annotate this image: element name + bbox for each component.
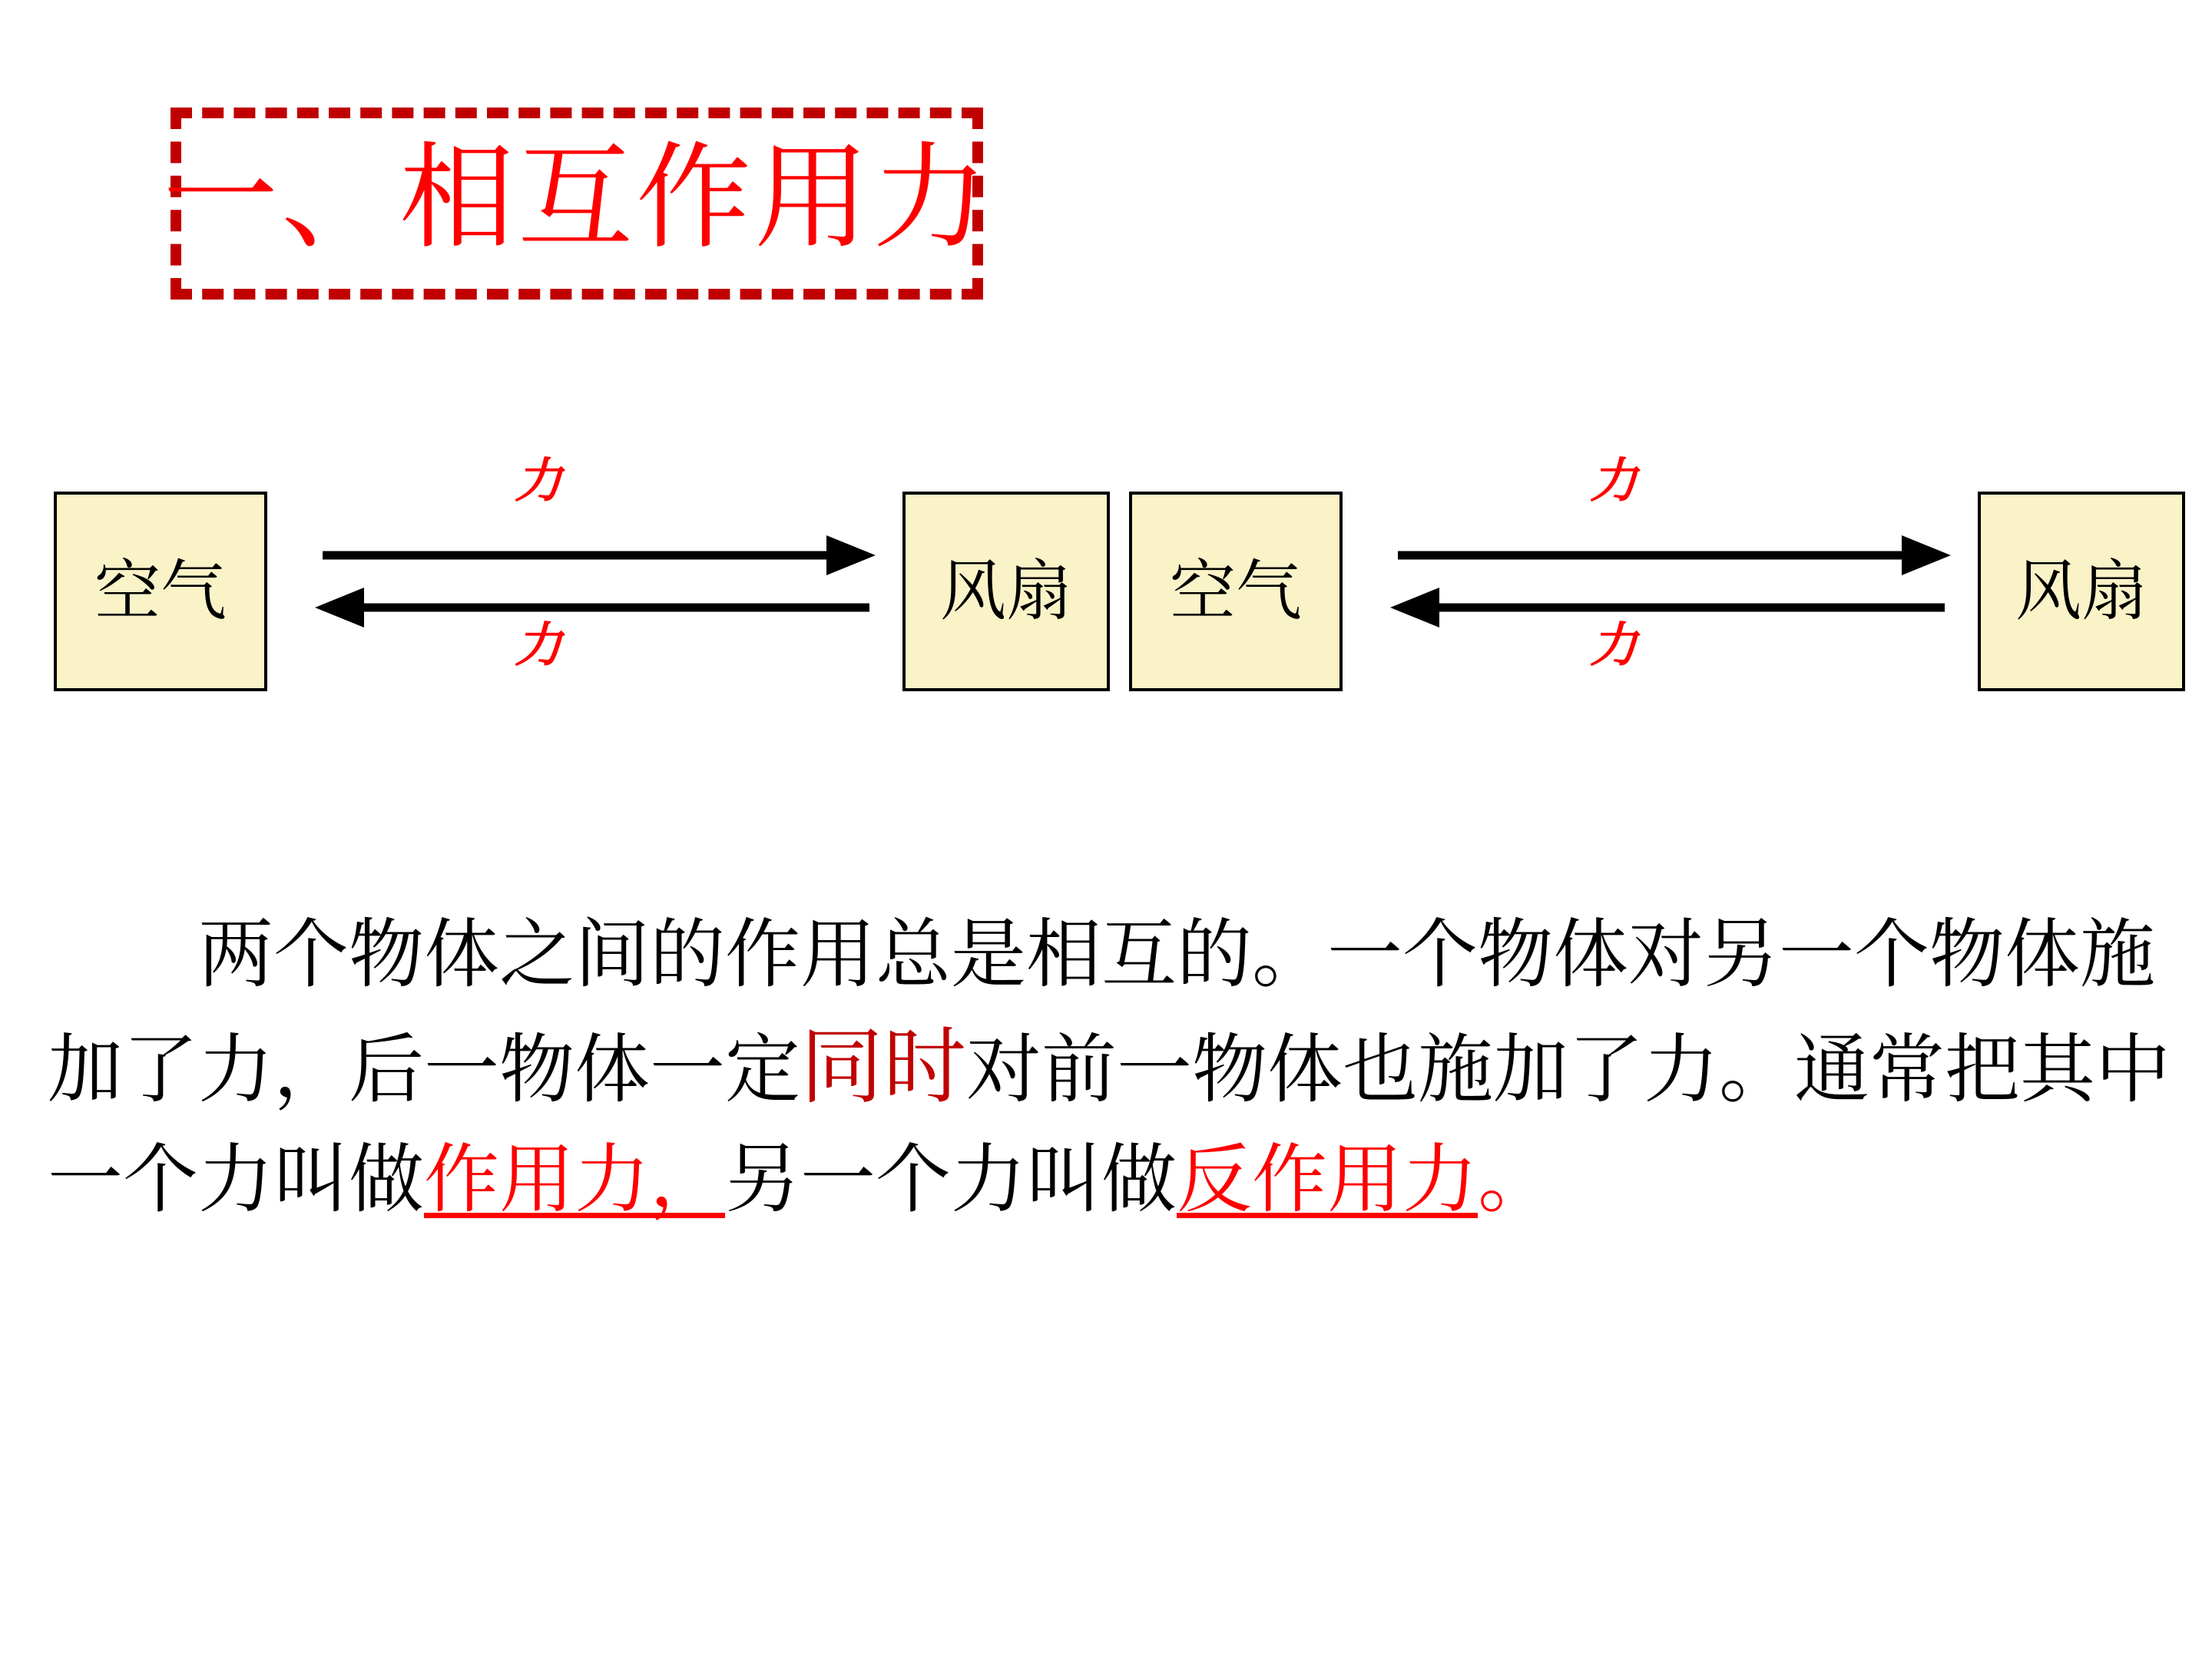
paragraph-part-2: 对前一物体也施加了力。通常把其中一个力叫做 xyxy=(48,1029,2171,1222)
force-label-2-bottom: 力 xyxy=(1590,620,1638,672)
section-title-text: 一、相互作用力 xyxy=(163,135,992,263)
paragraph-highlight-same-time: 同时 xyxy=(800,1022,967,1114)
force-label-2-top: 力 xyxy=(1590,455,1638,508)
double-arrow-icon-2 xyxy=(1390,534,1951,634)
double-arrow-icon-1 xyxy=(315,534,876,634)
object-box-air-2: 空气 xyxy=(1129,492,1343,691)
object-box-air-1: 空气 xyxy=(54,492,267,691)
paragraph-highlight-action-force: 作用力， xyxy=(424,1138,726,1222)
paragraph-part-1: 两个物体之间的作用总是相互的。一个物体对另一个物体施加了力，后一物体一定 xyxy=(48,914,2156,1113)
body-paragraph xyxy=(48,902,2175,1234)
object-box-fan-2: 风扇 xyxy=(1978,492,2185,691)
force-label-1-bottom: 力 xyxy=(515,620,563,672)
paragraph-part-3: 另一个力叫做 xyxy=(725,1138,1177,1222)
double-arrow-group-2 xyxy=(1390,534,1951,634)
paragraph-highlight-reaction-force: 反作用力 xyxy=(1177,1138,1479,1222)
interaction-force-diagram xyxy=(0,455,2212,722)
double-arrow-group-1 xyxy=(315,534,876,634)
paragraph-part-4: 。 xyxy=(1478,1138,1554,1222)
section-title-box xyxy=(163,108,992,300)
force-label-1-top: 力 xyxy=(515,455,563,508)
object-box-fan-1: 风扇 xyxy=(902,492,1110,691)
